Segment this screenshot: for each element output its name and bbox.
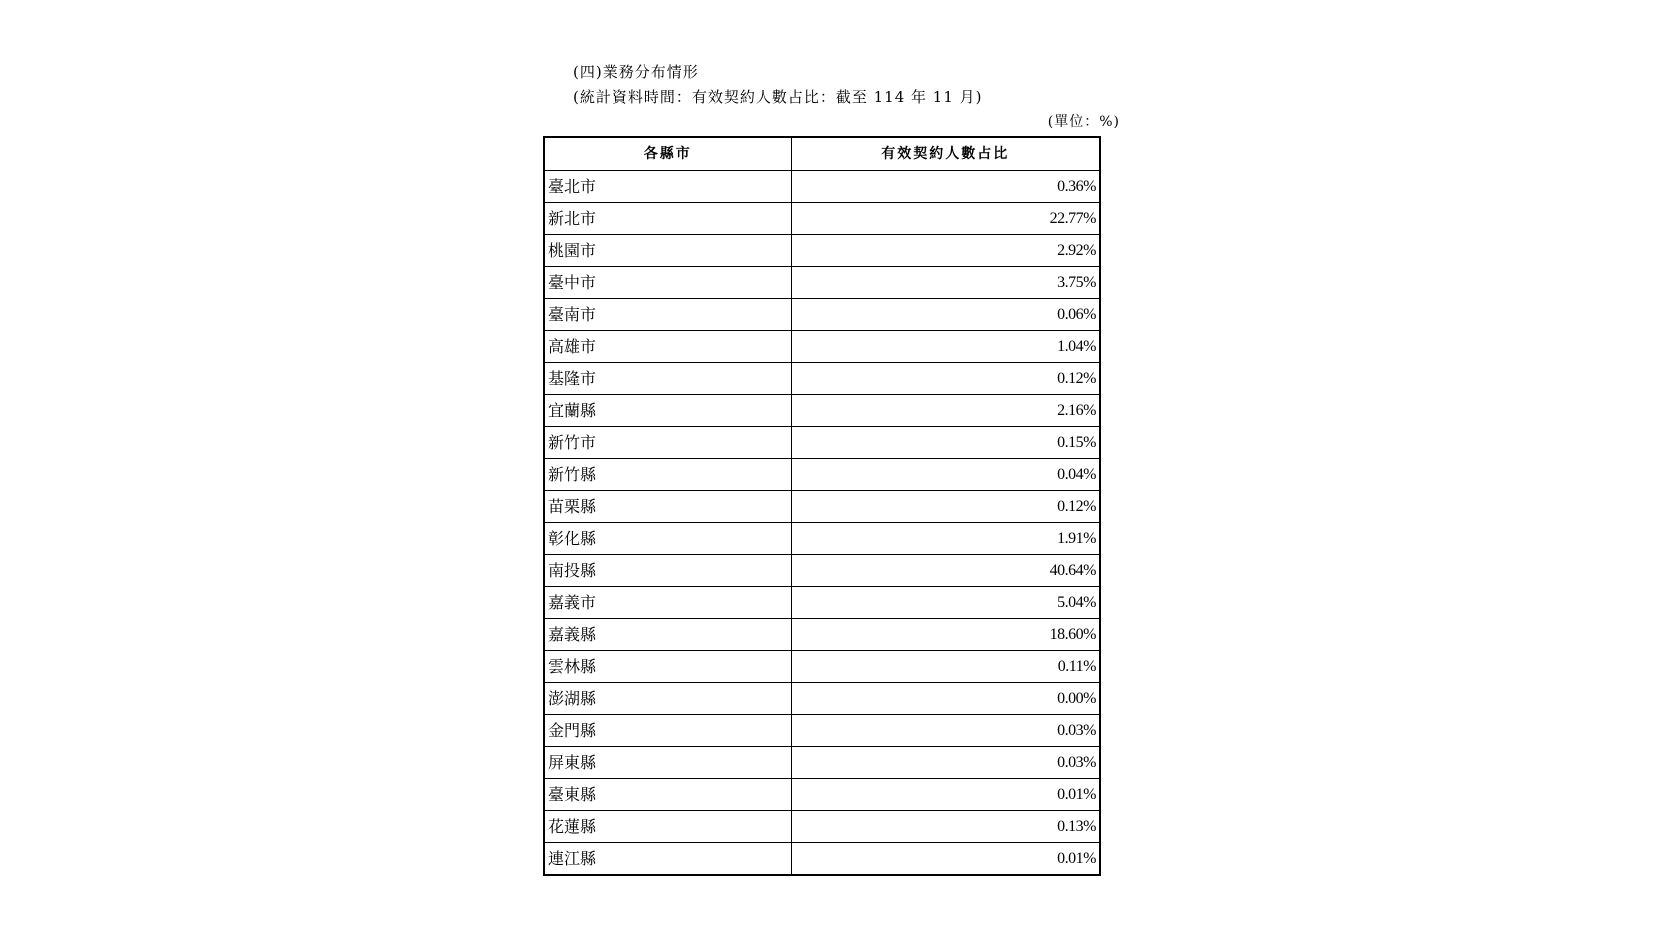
county-cell: 彰化縣 [544, 523, 791, 555]
table-header-row [544, 137, 1100, 171]
table-row [544, 331, 1100, 363]
county-cell: 臺東縣 [544, 779, 791, 811]
table-row [544, 715, 1100, 747]
table-row [544, 203, 1100, 235]
county-distribution-table [543, 136, 1101, 876]
header-share: 有效契約人數占比 [791, 137, 1100, 171]
table-row [544, 299, 1100, 331]
share-cell: 0.01% [791, 843, 1100, 876]
table-body [544, 171, 1100, 876]
share-cell: 0.01% [791, 779, 1100, 811]
county-cell: 花蓮縣 [544, 811, 791, 843]
county-cell: 連江縣 [544, 843, 791, 876]
share-cell: 0.04% [791, 459, 1100, 491]
share-cell: 0.06% [791, 299, 1100, 331]
table-row [544, 235, 1100, 267]
county-cell: 雲林縣 [544, 651, 791, 683]
county-cell: 嘉義市 [544, 587, 791, 619]
table-row [544, 843, 1100, 876]
table-row [544, 811, 1100, 843]
table-row [544, 171, 1100, 203]
share-cell: 0.36% [791, 171, 1100, 203]
table-row [544, 267, 1100, 299]
table-row [544, 587, 1100, 619]
share-cell: 1.04% [791, 331, 1100, 363]
county-cell: 金門縣 [544, 715, 791, 747]
unit-note: (單位：%) [1047, 114, 1120, 130]
county-cell: 苗栗縣 [544, 491, 791, 523]
table-row [544, 747, 1100, 779]
county-cell: 臺北市 [544, 171, 791, 203]
statistics-note: (統計資料時間：有效契約人數占比：截至 114 年 11 月) [573, 88, 983, 106]
share-cell: 0.12% [791, 491, 1100, 523]
share-cell: 0.03% [791, 715, 1100, 747]
share-cell: 40.64% [791, 555, 1100, 587]
county-cell: 高雄市 [544, 331, 791, 363]
header-county: 各縣市 [544, 137, 791, 171]
share-cell: 0.12% [791, 363, 1100, 395]
table-row [544, 683, 1100, 715]
share-cell: 0.00% [791, 683, 1100, 715]
share-cell: 22.77% [791, 203, 1100, 235]
county-cell: 澎湖縣 [544, 683, 791, 715]
table-row [544, 459, 1100, 491]
share-cell: 5.04% [791, 587, 1100, 619]
share-cell: 18.60% [791, 619, 1100, 651]
county-cell: 南投縣 [544, 555, 791, 587]
share-cell: 0.15% [791, 427, 1100, 459]
share-cell: 0.03% [791, 747, 1100, 779]
table-row [544, 651, 1100, 683]
county-cell: 新竹縣 [544, 459, 791, 491]
county-cell: 基隆市 [544, 363, 791, 395]
county-cell: 屏東縣 [544, 747, 791, 779]
county-cell: 宜蘭縣 [544, 395, 791, 427]
share-cell: 0.13% [791, 811, 1100, 843]
table-row [544, 363, 1100, 395]
table-row [544, 619, 1100, 651]
table-row [544, 395, 1100, 427]
share-cell: 0.11% [791, 651, 1100, 683]
county-cell: 新竹市 [544, 427, 791, 459]
section-title: (四)業務分布情形 [573, 63, 699, 81]
table-row [544, 523, 1100, 555]
county-cell: 新北市 [544, 203, 791, 235]
table-row [544, 427, 1100, 459]
table-row [544, 491, 1100, 523]
table-row [544, 555, 1100, 587]
share-cell: 2.92% [791, 235, 1100, 267]
county-cell: 嘉義縣 [544, 619, 791, 651]
county-cell: 桃園市 [544, 235, 791, 267]
share-cell: 1.91% [791, 523, 1100, 555]
share-cell: 3.75% [791, 267, 1100, 299]
county-cell: 臺中市 [544, 267, 791, 299]
share-cell: 2.16% [791, 395, 1100, 427]
table-row [544, 779, 1100, 811]
county-cell: 臺南市 [544, 299, 791, 331]
